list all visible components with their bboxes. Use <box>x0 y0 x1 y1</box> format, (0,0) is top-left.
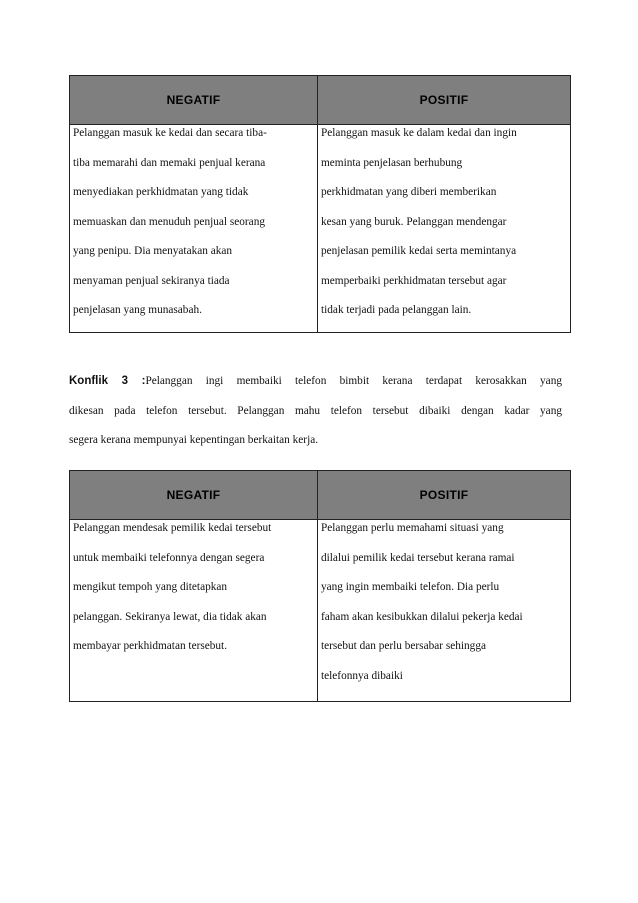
paragraph-text: Pelanggan ingi membaiki telefon bimbit kerana terdapat kerosakkan yang <box>145 375 562 387</box>
conflict-table-2 <box>69 470 571 702</box>
text-line: menyaman penjual sekiranya tiada <box>73 274 230 287</box>
text-line: penjelasan pemilik kedai serta memintanya <box>321 245 517 257</box>
text-line: kesan yang buruk. Pelanggan mendengar <box>321 215 507 228</box>
text-line: Pelanggan masuk ke kedai dan secara tiba- <box>73 127 267 139</box>
header-negatif: NEGATIF <box>70 471 318 520</box>
paragraph-line: dikesan pada telefon tersebut. Pelanggan mahu telefon tersebut dibaiki dengan kadar yang <box>69 404 562 417</box>
text-line: faham akan kesibukkan dilalui pekerja kedai <box>321 610 523 623</box>
header-positif: POSITIF <box>318 76 571 125</box>
text-line: perkhidmatan yang diberi memberikan <box>321 186 497 198</box>
text-line: penjelasan yang munasabah. <box>73 304 202 316</box>
paragraph-line <box>69 367 562 397</box>
text-line: menyediakan perkhidmatan yang tidak <box>73 186 249 198</box>
text-line: Pelanggan masuk ke dalam kedai dan ingin <box>321 127 517 139</box>
text-line: mengikut tempoh yang ditetapkan <box>73 581 228 593</box>
text-line: Pelanggan perlu memahami situasi yang <box>321 522 504 534</box>
text-line: telefonnya dibaiki <box>321 669 403 682</box>
konflik-label: Konflik 3 : <box>69 375 146 387</box>
positif-cell <box>318 125 571 333</box>
text-line: yang penipu. Dia menyatakan akan <box>73 245 233 257</box>
text-line: tiba memarahi dan memaki penjual kerana <box>73 156 266 169</box>
text-line: memuaskan dan menuduh penjual seorang <box>73 215 265 228</box>
text-line: untuk membaiki telefonnya dengan segera <box>73 551 265 564</box>
konflik-3-paragraph <box>69 367 562 456</box>
text-line: tersebut dan perlu bersabar sehingga <box>321 640 486 652</box>
text-line: yang ingin membaiki telefon. Dia perlu <box>321 581 500 593</box>
text-line: tidak terjadi pada pelanggan lain. <box>321 304 472 316</box>
negatif-cell <box>70 520 318 702</box>
text-line: memperbaiki perkhidmatan tersebut agar <box>321 274 507 287</box>
text-line: pelanggan. Sekiranya lewat, dia tidak akan <box>73 610 267 623</box>
positif-cell <box>318 520 571 702</box>
text-line: membayar perkhidmatan tersebut. <box>73 640 228 652</box>
negatif-cell <box>70 125 318 333</box>
text-line: Pelanggan mendesak pemilik kedai tersebut <box>73 522 272 534</box>
paragraph-line: segera kerana mempunyai kepentingan berkaitan kerja. <box>69 434 319 446</box>
text-line: dilalui pemilik kedai tersebut kerana ramai <box>321 551 515 564</box>
conflict-table-1 <box>69 75 571 333</box>
header-positif: POSITIF <box>318 471 571 520</box>
header-negatif: NEGATIF <box>70 76 318 125</box>
text-line: meminta penjelasan berhubung <box>321 156 463 169</box>
